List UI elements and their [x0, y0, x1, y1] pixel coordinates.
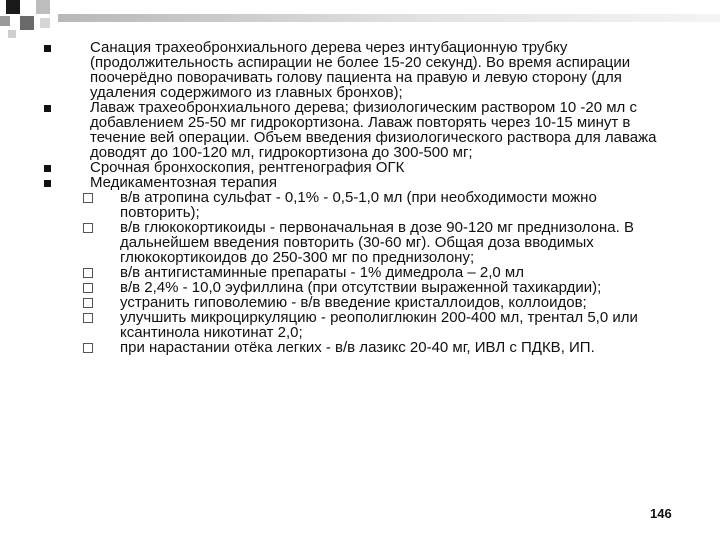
- bullet-text: в/в 2,4% - 10,0 эуфиллина (при отсутствии выраженной тахикардии);: [120, 279, 602, 296]
- bullet-text: в/в атропина сульфат - 0,1% - 0,5-1,0 мл (при необходимости можно повторить);: [120, 189, 597, 221]
- page-number: 146: [650, 506, 672, 521]
- bullet-item: [0, 160, 720, 175]
- sub-bullet-item: [0, 220, 720, 265]
- sub-bullet-item: [0, 280, 720, 295]
- sub-bullet-item: [0, 310, 720, 340]
- decor-bar: [58, 14, 720, 22]
- decor-square: [20, 16, 34, 30]
- hollow-square-bullet-icon: [83, 283, 93, 293]
- decor-square: [0, 16, 10, 26]
- bullet-text: Медикаментозная терапия: [90, 174, 278, 191]
- bullet-text: в/в антигистаминные препараты - 1% димедрола – 2,0 мл: [120, 264, 524, 281]
- bullet-item: [0, 100, 720, 160]
- decor-square: [6, 0, 20, 14]
- hollow-square-bullet-icon: [83, 268, 93, 278]
- sub-bullet-item: [0, 190, 720, 220]
- bullet-text: устранить гиповолемию - в/в введение кристаллоидов, коллоидов;: [120, 294, 587, 311]
- bullet-item: [0, 175, 720, 190]
- bullet-text: при нарастании отёка легких - в/в лазикс 20-40 мг, ИВЛ с ПДКВ, ИП.: [120, 339, 595, 356]
- hollow-square-bullet-icon: [83, 313, 93, 323]
- bullet-text: Срочная бронхоскопия, рентгенография ОГК: [90, 159, 405, 176]
- bullet-text: Санация трахеобронхиального дерева через интубационную трубку (продолжительность аспирации не более 15-20 секунд). Во время аспирации поочерёдно поворачивать голову пациента на правую и левую сторону (для удаления содержимого из главных бронхов);: [90, 39, 631, 101]
- square-bullet-icon: [44, 105, 51, 112]
- square-bullet-icon: [44, 180, 51, 187]
- sub-bullet-item: [0, 295, 720, 310]
- hollow-square-bullet-icon: [83, 343, 93, 353]
- bullet-item: [0, 40, 720, 100]
- hollow-square-bullet-icon: [83, 193, 93, 203]
- decor-square: [40, 18, 50, 28]
- sub-bullet-item: [0, 340, 720, 355]
- slide-decoration: [0, 0, 720, 40]
- square-bullet-icon: [44, 165, 51, 172]
- decor-square: [8, 30, 16, 38]
- bullet-text: улучшить микроциркуляцию - реополиглюкин 200-400 мл, трентал 5,0 или ксантинола никотинат 2,0;: [120, 309, 638, 341]
- hollow-square-bullet-icon: [83, 223, 93, 233]
- bullet-text: Лаваж трахеобронхиального дерева; физиологическим раствором 10 -20 мл с добавлением 25-50 мг гидрокортизона. Лаваж повторять через 10-15 минут в течение вей операции. Объем введения физиологического раствора для лаважа доводят до 100-120 мл, гидрокортизона до 300-500 мг;: [90, 99, 657, 161]
- hollow-square-bullet-icon: [83, 298, 93, 308]
- square-bullet-icon: [44, 45, 51, 52]
- decor-square: [36, 0, 50, 14]
- slide-content: [0, 40, 720, 355]
- sub-bullet-item: [0, 265, 720, 280]
- bullet-text: в/в глюкокортикоиды - первоначальная в дозе 90-120 мг преднизолона. В дальнейшем введения повторить (30-60 мг). Общая доза вводимых глюкокортикоидов до 250-300 мг по преднизолону;: [120, 219, 634, 266]
